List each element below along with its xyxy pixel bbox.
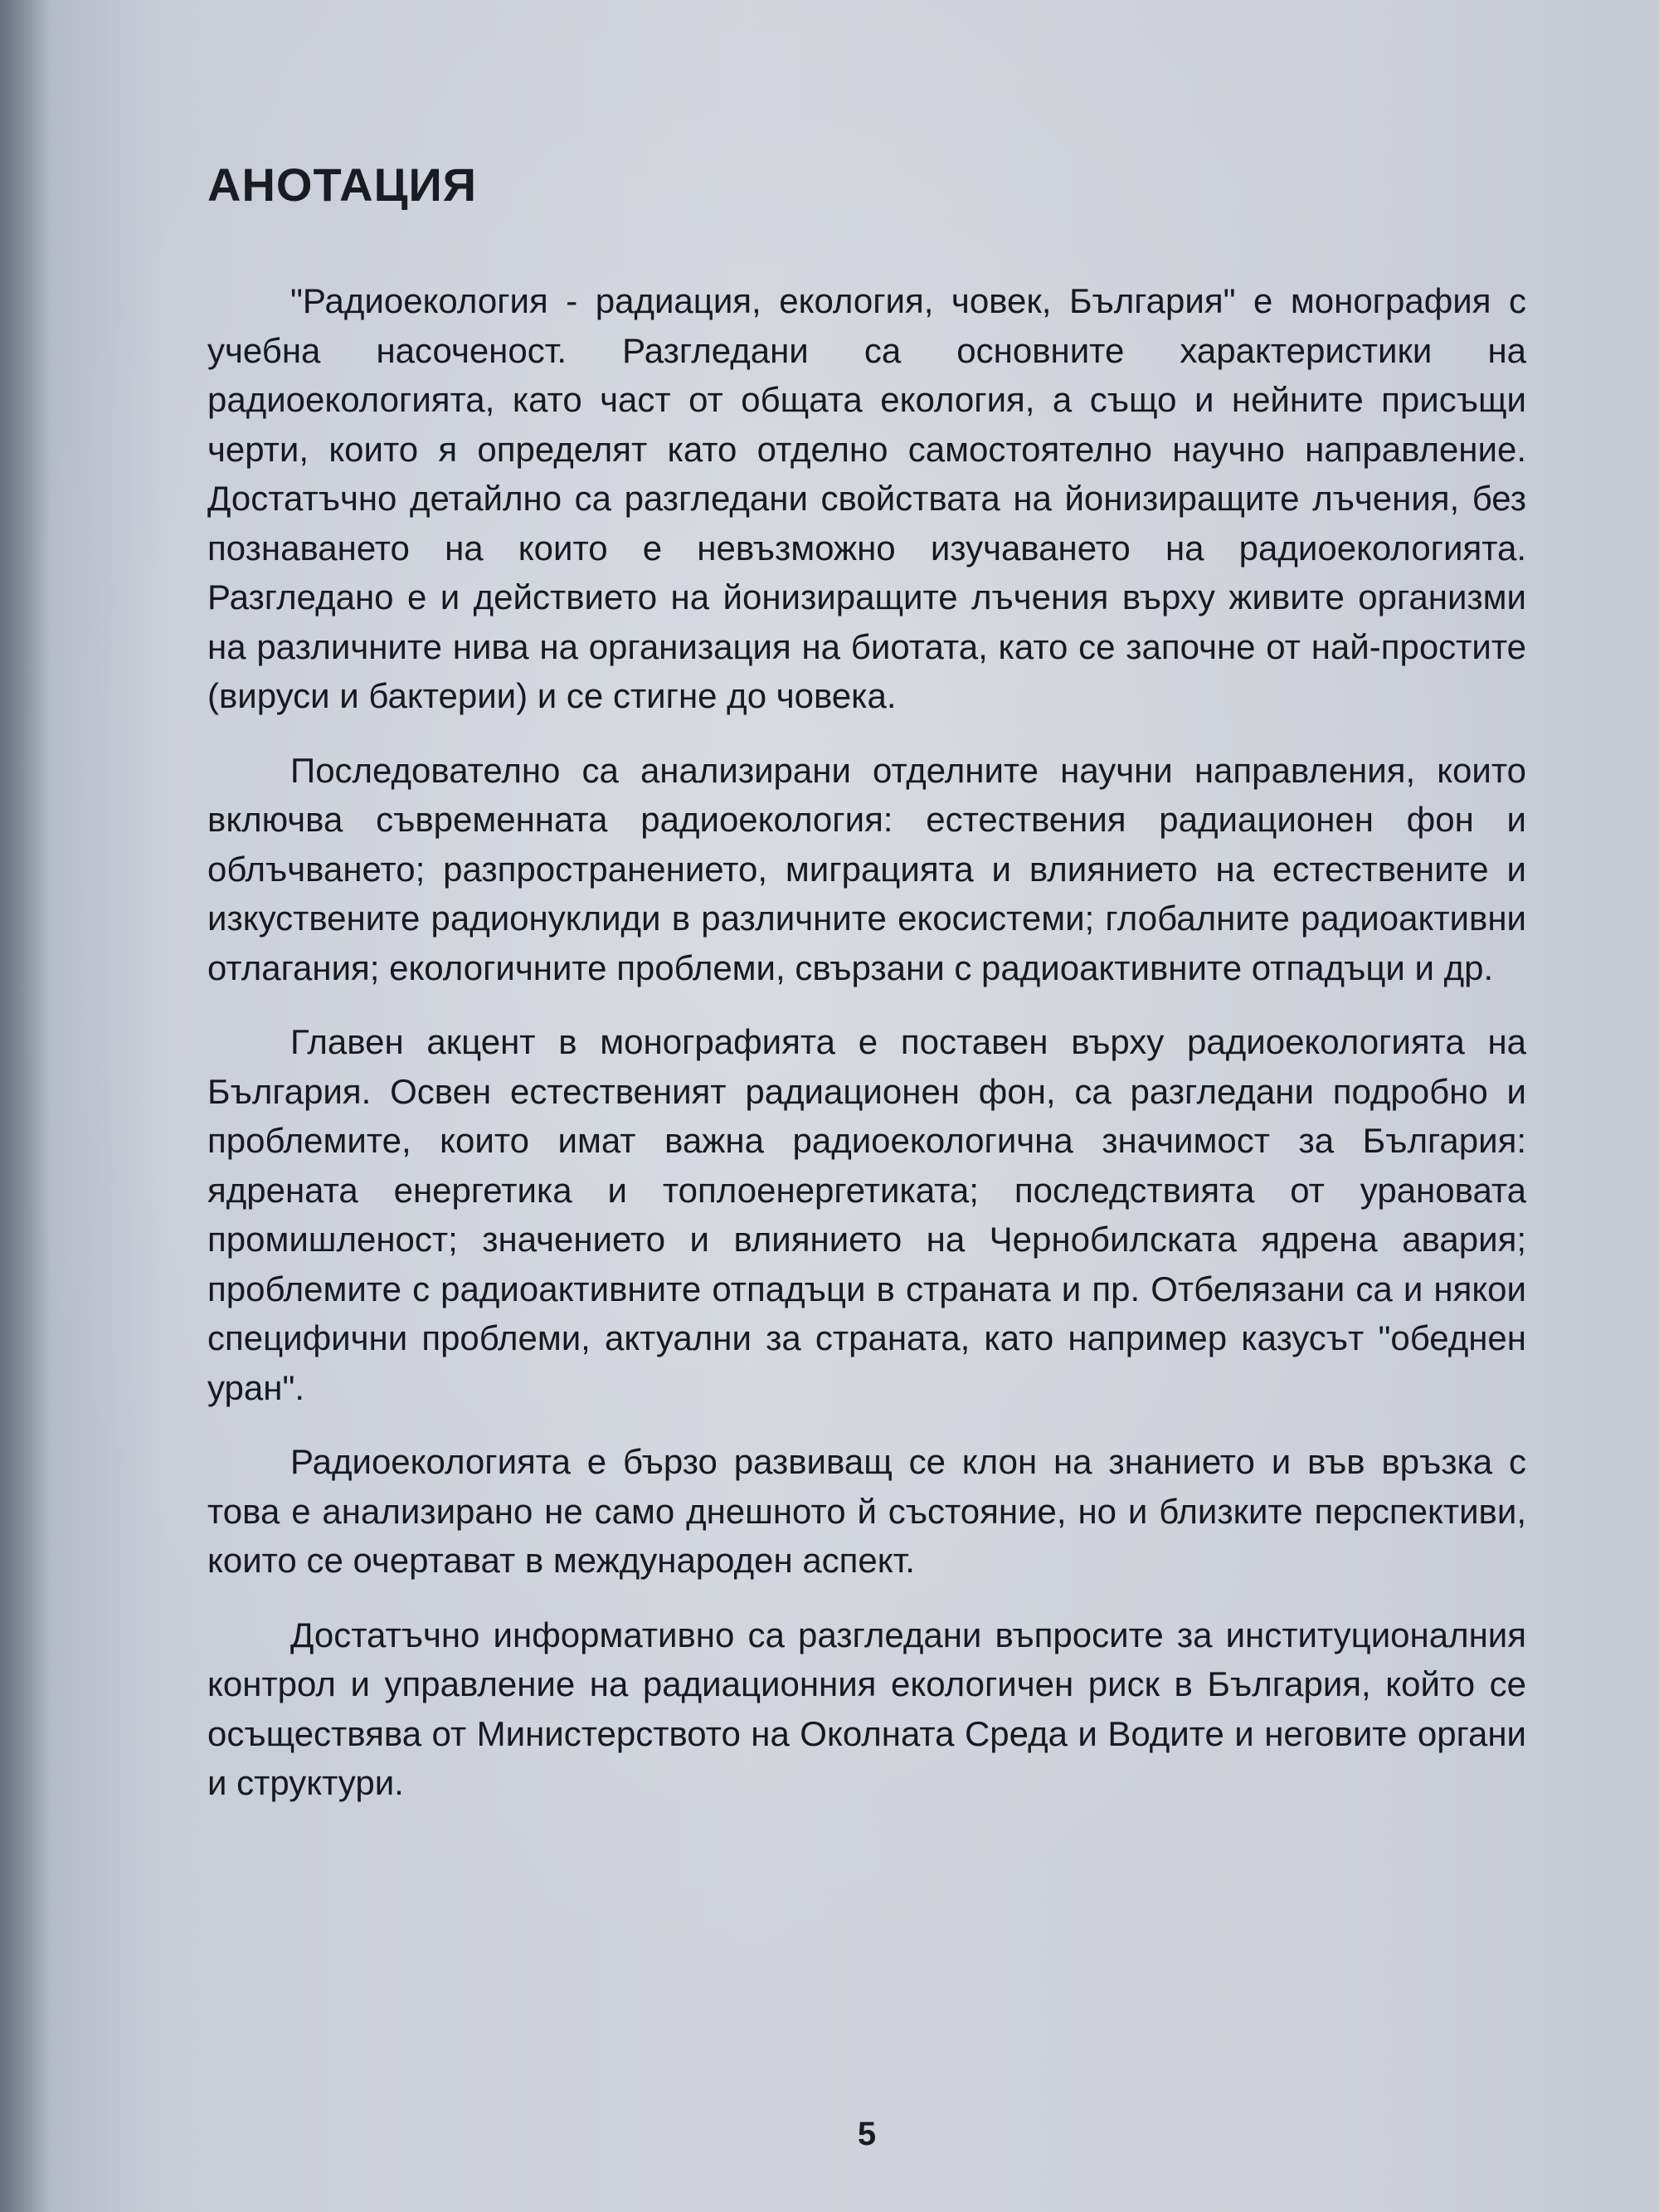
- paragraph-1: "Радиоекология - радиация, екология, човек, България" е монография с учебна насоченост. Разгледани са основните характеристики на радиоекологията, като част от общата екология, а също и нейните присъщи черти, които я определят като отделно самостоятелно научно направление. Достатъчно детайлно са разгледани свойствата на йонизиращите лъчения, без познаването на които е невъзможно изучаването на радиоекологията. Разгледано е и действието на йонизиращите лъчения върху живите организми на различните нива на организация на биотата, като се започне от най-простите (вируси и бактерии) и се стигне до човека.: [207, 281, 1526, 715]
- paragraph-4: Радиоекологията е бързо развиващ се клон на знанието и във връзка с това е анализирано не само днешното й състояние, но и близките перспективи, които се очертават в международен аспект.: [207, 1442, 1526, 1580]
- paragraph-5: Достатъчно информативно са разгледани въпросите за институционалния контрол и управление на радиационния екологичен риск в България, който се осъществява от Министерството на Околната Среда и Водите и неговите органи и структури.: [207, 1615, 1526, 1802]
- paragraph-3: Главен акцент в монографията е поставен върху радиоекологията на България. Освен естественият радиационен фон, са разгледани подробно и проблемите, които имат важна радиоекологична значимост за България: ядрената енергетика и топлоенергетиката; последствията от урановата промишленост; значението и влиянието на Чернобилската ядрена авария; проблемите с радиоактивните отпадъци в страната и пр. Отбелязани са и някои специфични проблеми, актуални за страната, като например казусът "обеднен уран".: [207, 1022, 1526, 1407]
- paragraph-2: Последователно са анализирани отделните научни направления, които включва съвременната радиоекология: естествения радиационен фон и облъчването; разпространението, миграцията и влиянието на естествените и изкуствените радионуклиди в различните екосистеми; глобалните радиоактивни отлагания; екологичните проблеми, свързани с радиоактивните отпадъци и др.: [207, 750, 1526, 987]
- page-title: АНОТАЦИЯ: [207, 158, 477, 211]
- page-number: 5: [857, 2116, 877, 2152]
- binding-shadow: [0, 0, 50, 2212]
- page-content: [207, 158, 1526, 1833]
